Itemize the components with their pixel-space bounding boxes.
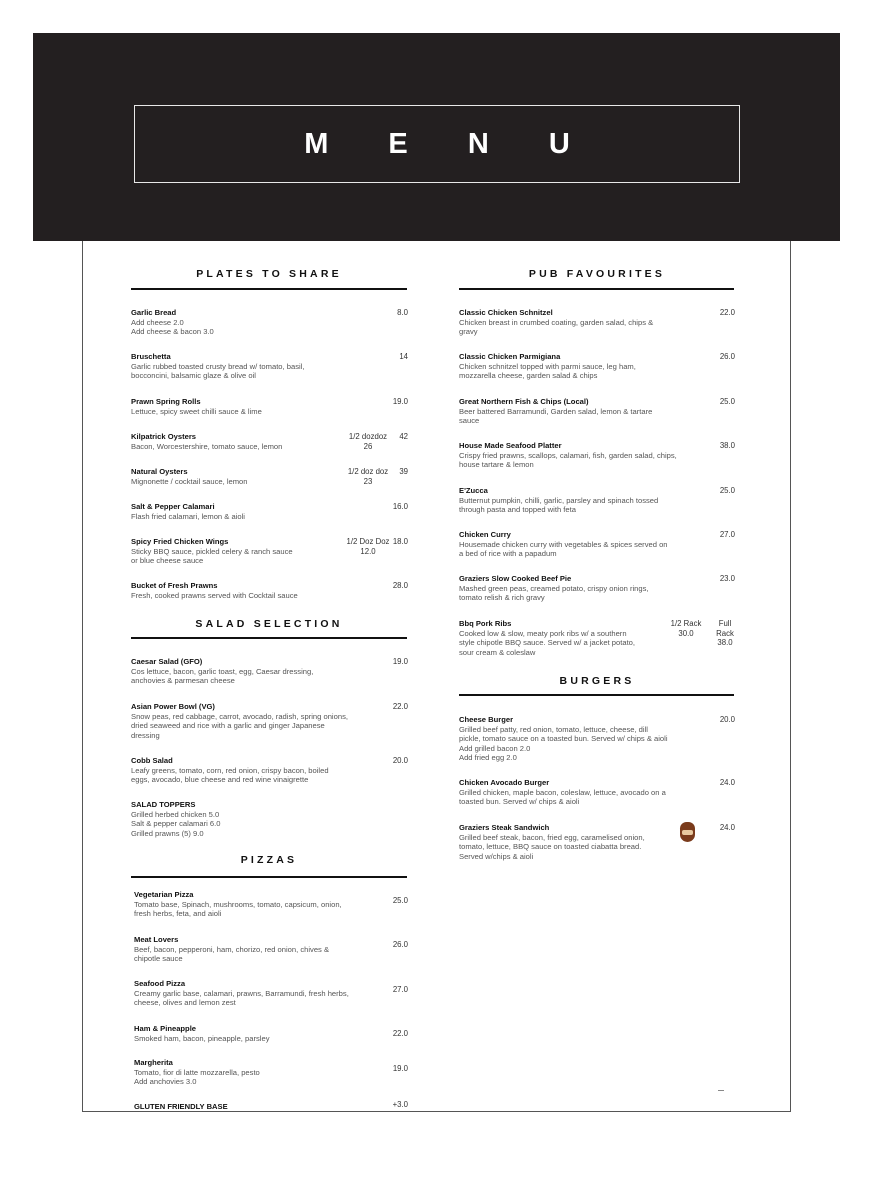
menu-item: Chicken Curry Housemade chicken curry with vegetables & spices served on a bed of rice with a papadum <box>459 530 668 559</box>
menu-item: Great Northern Fish & Chips (Local) Beer battered Barramundi, Garden salad, lemon & tartare sauce <box>459 397 653 426</box>
section-title-burgers: BURGERS <box>559 675 635 687</box>
section-rule <box>131 637 407 639</box>
menu-item: Graziers Steak Sandwich Grilled beef steak, bacon, fried egg, caramelised onion, tomato, lettuce, BBQ sauce on toasted ciabatta bread. Served w/chips & aioli <box>459 823 645 861</box>
menu-item-price: 25.0 <box>392 896 408 905</box>
menu-item: Classic Chicken Schnitzel Chicken breast in crumbed coating, garden salad, chips & gravy <box>459 308 654 337</box>
menu-item: Garlic Bread Add cheese 2.0 Add cheese & bacon 3.0 <box>131 308 214 337</box>
menu-item-price: 19.0 <box>392 397 408 406</box>
divider <box>718 1090 724 1091</box>
menu-item-price: 27.0 <box>392 985 408 994</box>
menu-item-price: 25.0 <box>719 486 735 495</box>
menu-item-price: +3.0 <box>392 1100 408 1109</box>
menu-item: Cobb Salad Leafy greens, tomato, corn, red onion, crispy bacon, boiled eggs, avocado, blue cheese and red wine vinaigrette <box>131 756 329 785</box>
section-title-pizzas: PIZZAS <box>240 854 298 866</box>
menu-item-price: 27.0 <box>719 530 735 539</box>
menu-item-price-label: 1/2 doz doz 23 <box>347 467 389 486</box>
menu-item: Margherita Tomato, fior di latte mozzarella, pesto Add anchovies 3.0 <box>134 1058 260 1087</box>
menu-item: GLUTEN FRIENDLY BASE <box>134 1102 228 1111</box>
menu-item-price: 22.0 <box>392 702 408 711</box>
menu-title-frame <box>134 105 740 183</box>
menu-item-price: 22.0 <box>392 1029 408 1038</box>
menu-item-price: 23.0 <box>719 574 735 583</box>
menu-item-price: 20.0 <box>392 756 408 765</box>
menu-item: Bbq Pork Ribs Cooked low & slow, meaty pork ribs w/ a southern style chipotle BBQ sauce. Served w/ a jacket potato, sour cream & coleslaw <box>459 619 636 657</box>
section-title-pub-favourites: PUB FAVOURITES <box>528 268 666 280</box>
section-title-salad-selection: SALAD SELECTION <box>195 618 343 630</box>
menu-item-price: 25.0 <box>719 397 735 406</box>
menu-item-price-label: Full Rack 38.0 <box>716 619 734 648</box>
menu-item-price: 39 <box>399 467 408 476</box>
menu-title: M E N U <box>304 127 596 160</box>
menu-item-price-label: 1/2 Doz Doz 12.0 <box>346 537 390 556</box>
menu-item-price: 14 <box>399 352 408 361</box>
menu-item: Meat Lovers Beef, bacon, pepperoni, ham, chorizo, red onion, chives & chipotle sauce <box>134 935 330 964</box>
menu-item-price: 18.0 <box>392 537 408 546</box>
menu-item: Spicy Fried Chicken Wings Sticky BBQ sauce, pickled celery & ranch sauce or blue cheese sauce <box>131 537 293 566</box>
menu-item: Seafood Pizza Creamy garlic base, calamari, prawns, Barramundi, fresh herbs, cheese, olives and lemon zest <box>134 979 349 1008</box>
menu-item-price: 24.0 <box>719 778 735 787</box>
menu-item: Ham & Pineapple Smoked ham, bacon, pineapple, parsley <box>134 1024 270 1043</box>
section-rule <box>131 288 407 290</box>
section-rule <box>131 876 407 878</box>
menu-item-price: 19.0 <box>392 1064 408 1073</box>
menu-item-price: 42 <box>399 432 408 441</box>
menu-item-price: 16.0 <box>392 502 408 511</box>
menu-item-price: 19.0 <box>392 657 408 666</box>
section-rule <box>459 288 734 290</box>
menu-item: Classic Chicken Parmigiana Chicken schnitzel topped with parmi sauce, leg ham, mozzarella cheese, garden salad & chips <box>459 352 636 381</box>
graziers-logo-icon <box>680 822 695 842</box>
menu-item: Prawn Spring Rolls Lettuce, spicy sweet chilli sauce & lime <box>131 397 262 416</box>
menu-item: Bucket of Fresh Prawns Fresh, cooked prawns served with Cocktail sauce <box>131 581 298 600</box>
menu-item-price: 38.0 <box>719 441 735 450</box>
menu-item: Salt & Pepper Calamari Flash fried calamari, lemon & aioli <box>131 502 245 521</box>
menu-header-banner <box>33 33 840 241</box>
menu-item-price: 26.0 <box>719 352 735 361</box>
menu-item-price: 26.0 <box>392 940 408 949</box>
menu-item-price: 8.0 <box>397 308 408 317</box>
section-rule <box>459 694 734 696</box>
menu-item: SALAD TOPPERS Grilled herbed chicken 5.0 Salt & pepper calamari 6.0 Grilled prawns (5) 9.0 <box>131 800 221 838</box>
menu-item: E'Zucca Butternut pumpkin, chilli, garlic, parsley and spinach tossed through pasta and topped with feta <box>459 486 659 515</box>
menu-item: Asian Power Bowl (VG) Snow peas, red cabbage, carrot, avocado, radish, spring onions, dried seaweed and rice with a garlic and ginger Japanese dressing <box>131 702 348 740</box>
menu-item: House Made Seafood Platter Crispy fried prawns, scallops, calamari, fish, garden salad, chips, house tartare & lemon <box>459 441 677 470</box>
menu-item: Graziers Slow Cooked Beef Pie Mashed green peas, creamed potato, crispy onion rings, tomato relish & rich gravy <box>459 574 649 603</box>
menu-item: Bruschetta Garlic rubbed toasted crusty bread w/ tomato, basil, bocconcini, balsamic glaze & olive oil <box>131 352 305 381</box>
section-title-plates-to-share: PLATES TO SHARE <box>196 268 342 280</box>
menu-item-price: 20.0 <box>719 715 735 724</box>
menu-item-price: 28.0 <box>392 581 408 590</box>
menu-item: Chicken Avocado Burger Grilled chicken, maple bacon, coleslaw, lettuce, avocado on a toasted bun. Served w/ chips & aioli <box>459 778 666 807</box>
menu-item: Natural Oysters Mignonette / cocktail sauce, lemon <box>131 467 248 486</box>
menu-item-price: 22.0 <box>719 308 735 317</box>
menu-item: Caesar Salad (GFO) Cos lettuce, bacon, garlic toast, egg, Caesar dressing, anchovies & parmesan cheese <box>131 657 314 686</box>
menu-item: Kilpatrick Oysters Bacon, Worcestershire, tomato sauce, lemon <box>131 432 283 451</box>
menu-item: Vegetarian Pizza Tomato base, Spinach, mushrooms, tomato, capsicum, onion, fresh herbs, feta, and aioli <box>134 890 342 919</box>
menu-item-price: 24.0 <box>719 823 735 832</box>
menu-item-price-label: 1/2 Rack 30.0 <box>670 619 702 638</box>
menu-item-price-label: 1/2 dozdoz 26 <box>348 432 388 451</box>
menu-item: Cheese Burger Grilled beef patty, red onion, tomato, lettuce, cheese, dill pickle, tomato sauce on a toasted bun. Served w/ chips & aioli Add grilled bacon 2.0 Add fried egg 2.0 <box>459 715 668 763</box>
